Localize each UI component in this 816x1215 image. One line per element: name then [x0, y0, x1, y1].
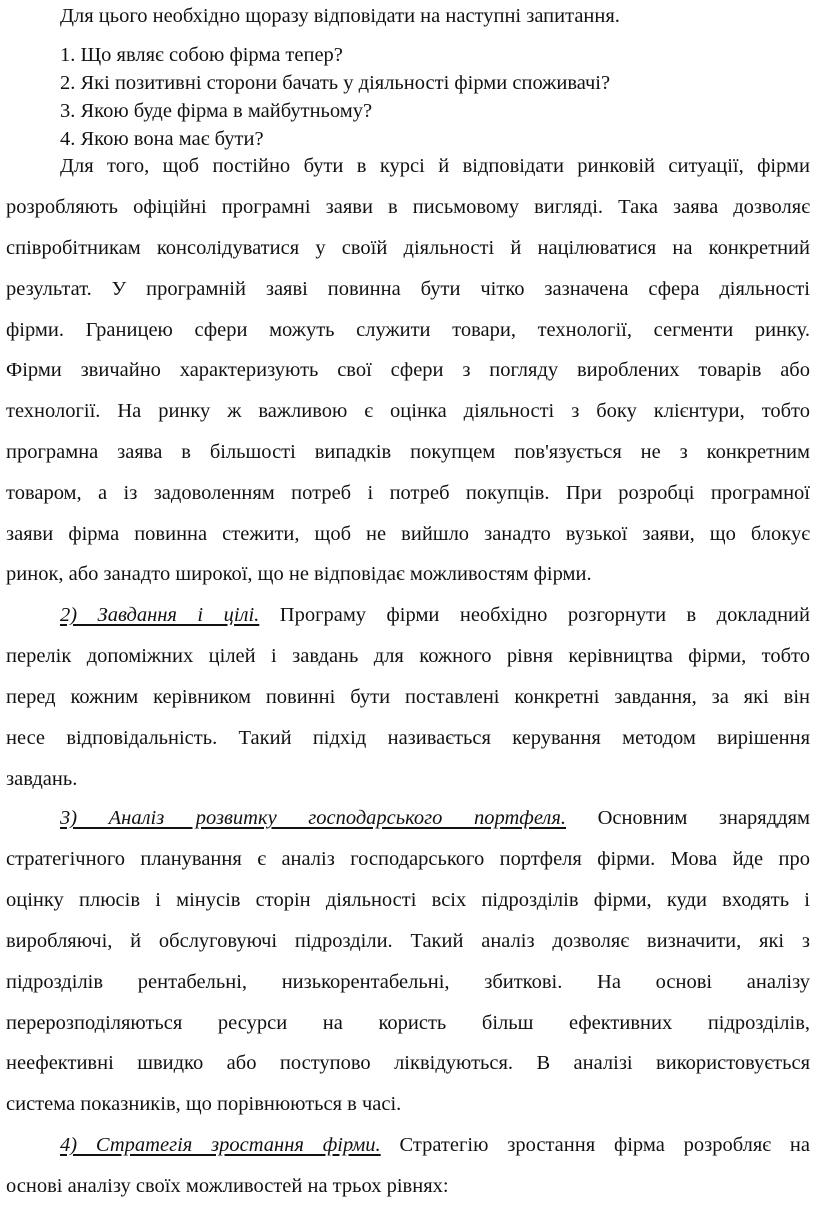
section2-first-line	[60, 603, 810, 627]
paragraph1-line: співробітникам консолідуватися у своїй діяльності й націлюватися на конкретний	[6, 237, 810, 259]
paragraph1-line: розробляють офіційні програмні заяви в письмовому вигляді. Така заява дозволяє	[6, 196, 810, 218]
question-3: 3. Якою буде фірма в майбутньому?	[60, 100, 373, 122]
paragraph1-line: технології. На ринку ж важливою є оцінка діяльності з боку клієнтури, тобто	[6, 400, 810, 422]
section4-heading: 4) Стратегія зростання фірми.	[60, 1134, 381, 1156]
paragraph1-line: результат. У програмній заяві повинна бути чітко зазначена сфера діяльності	[6, 278, 810, 300]
paragraph1-line: фірми. Границею сфери можуть служити товари, технології, сегменти ринку.	[6, 319, 810, 341]
paragraph1-line: програмна заява в більшості випадків покупцем пов'язується не з конкретним	[6, 441, 810, 463]
section2-line: перелік допоміжних цілей і завдань для кожного рівня керівництва фірми, тобто	[6, 645, 810, 667]
paragraph1-line: товаром, а із задоволенням потреб і потреб покупців. При розробці програмної	[6, 482, 810, 504]
section4-first-line	[60, 1133, 810, 1157]
section3-line: неефективні швидко або поступово ліквідуються. В аналізі використовується	[6, 1052, 810, 1074]
section3-line: стратегічного планування є аналіз господарського портфеля фірми. Мова йде про	[6, 848, 810, 870]
section2-line: завдань.	[6, 768, 78, 790]
intro-text: Для цього необхідно щоразу відповідати на наступні запитання.	[60, 5, 620, 27]
section2-heading: 2) Завдання і цілі.	[60, 604, 260, 626]
section4-line: основі аналізу своїх можливостей на трьох рівнях:	[6, 1175, 449, 1197]
paragraph1-line: заяви фірма повинна стежити, щоб не вийшло занадто вузької заяви, що блокує	[6, 523, 810, 545]
section3-line: перерозподіляються ресурси на користь більш ефективних підрозділів,	[6, 1012, 810, 1034]
section4-first-line-text: Стратегію зростання фірма розробляє на	[380, 1134, 810, 1156]
question-2: 2. Які позитивні сторони бачать у діяльності фірми споживачі?	[60, 72, 611, 94]
section3-line: підрозділів рентабельні, низькорентабельні, збиткові. На основі аналізу	[6, 971, 810, 993]
question-1: 1. Що являє собою фірма тепер?	[60, 44, 343, 66]
section3-line: оцінку плюсів і мінусів сторін діяльності всіх підрозділів фірми, куди входять і	[6, 889, 810, 911]
section3-line: виробляючі, й обслуговуючі підрозділи. Такий аналіз дозволяє визначити, які з	[6, 930, 810, 952]
section3-line: система показників, що порівнюються в часі.	[6, 1093, 402, 1115]
section2-line: несе відповідальність. Такий підхід називається керування методом вирішення	[6, 727, 810, 749]
question-4: 4. Якою вона має бути?	[60, 128, 264, 150]
section3-first-line-text: Основним знаряддям	[566, 807, 810, 829]
paragraph1-line: ринок, або занадто широкої, що не відповідає можливостям фірми.	[6, 563, 592, 585]
section3-first-line	[60, 806, 810, 830]
section3-heading: 3) Аналіз розвитку господарського портфеля.	[60, 807, 567, 829]
paragraph1-line: Для того, щоб постійно бути в курсі й відповідати ринковій ситуації, фірми	[60, 155, 810, 177]
section2-line: перед кожним керівником повинні бути поставлені конкретні завдання, за які він	[6, 686, 810, 708]
section2-first-line-text: Програму фірми необхідно розгорнути в докладний	[259, 604, 810, 626]
paragraph1-line: Фірми звичайно характеризують свої сфери з погляду вироблених товарів або	[6, 359, 810, 381]
